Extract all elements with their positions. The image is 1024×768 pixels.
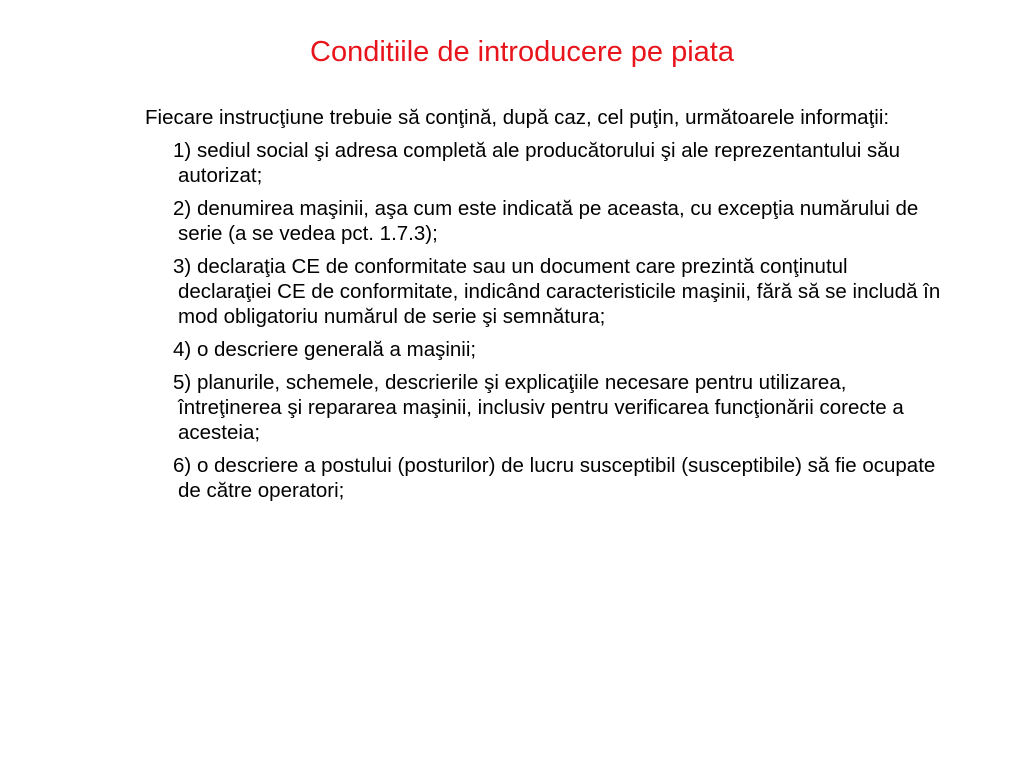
list-item <box>145 453 945 503</box>
info-list <box>145 138 945 503</box>
item-text: o descriere generală a maşinii; <box>196 338 477 361</box>
item-number: 3) <box>173 255 197 278</box>
list-item <box>145 138 945 188</box>
item-number: 6) <box>173 454 197 477</box>
item-number: 5) <box>173 371 197 394</box>
item-number: 4) <box>173 338 197 361</box>
slide-body <box>145 105 945 511</box>
list-item <box>145 254 945 329</box>
item-text: planurile, schemele, descrierile şi explicaţiile necesare pentru utilizarea, întreţinerea şi repararea maşinii, inclusiv pentru verificarea funcţionării corecte a acesteia; <box>178 371 904 444</box>
list-item <box>145 337 945 362</box>
item-text: o descriere a postului (posturilor) de lucru susceptibil (susceptibile) să fie ocupate de către operatori; <box>178 454 936 502</box>
item-text: denumirea maşinii, aşa cum este indicată pe aceasta, cu excepţia numărului de serie (a se vedea pct. 1.7.3); <box>178 197 919 245</box>
item-text: declaraţia CE de conformitate sau un document care prezintă conţinutul declaraţiei CE de conformitate, indicând caracteristicile maşinii, fără să se includă în mod obligatoriu numărul de serie şi semnătura; <box>178 255 941 328</box>
list-item <box>145 196 945 246</box>
list-item <box>145 370 945 445</box>
item-text: sediul social şi adresa completă ale producătorului şi ale reprezentantului său autorizat; <box>178 139 901 187</box>
item-number: 2) <box>173 197 197 220</box>
item-number: 1) <box>173 139 197 162</box>
slide-title: Conditiile de introducere pe piata <box>310 36 734 68</box>
intro-paragraph: Fiecare instrucţiune trebuie să conţină, după caz, cel puţin, următoarele informaţii: <box>145 106 890 129</box>
